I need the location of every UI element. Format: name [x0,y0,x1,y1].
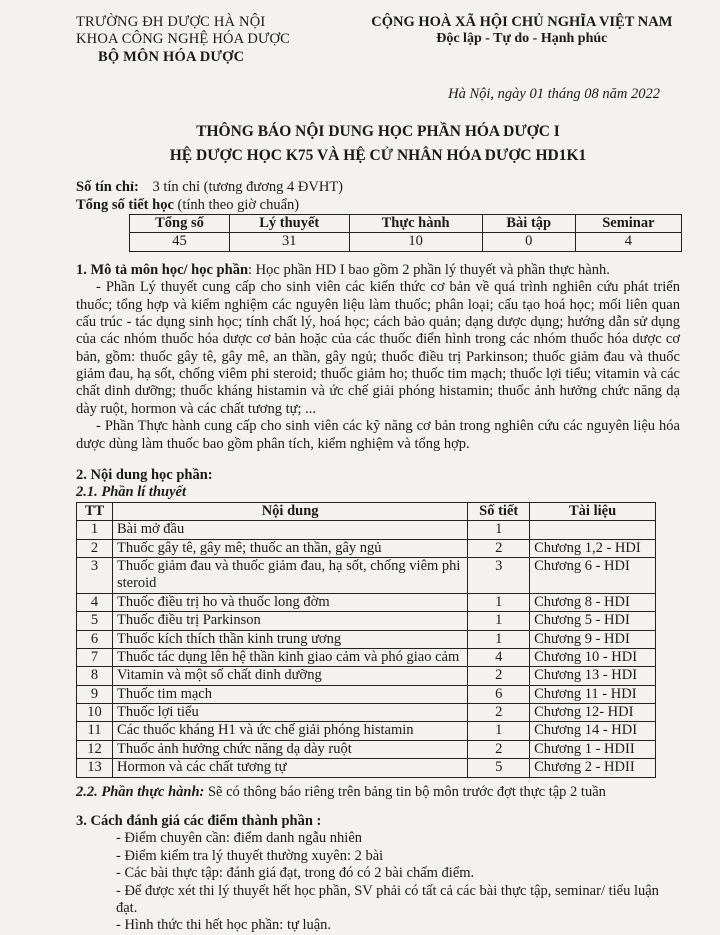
hours-value-cell: 4 [575,233,681,251]
content-cell: Các thuốc kháng H1 và ức chế giải phóng histamin [112,722,467,740]
hours-header-cell: Bài tập [482,214,575,232]
section-2-2 [76,784,680,801]
table-row [77,521,656,539]
row-number-cell: 8 [77,667,113,685]
list-item: - Điểm chuyên cần: điểm danh ngẫu nhiên [116,830,363,847]
periods-cell: 1 [468,612,530,630]
periods-cell: 2 [468,704,530,722]
content-cell: Thuốc tác dụng lên hệ thần kinh giao cảm và phó giao cảm [112,648,467,666]
hours-table-values [130,233,682,251]
table-row [77,722,656,740]
row-number-cell: 12 [77,740,113,758]
department-name: BỘ MÔN HÓA DƯỢC [98,48,245,65]
title-line-1: THÔNG BÁO NỘI DUNG HỌC PHẦN HÓA DƯỢC I [196,122,560,140]
section-1-intro-text: : Học phần HD I bao gồm 2 phần lý thuyết và phần thực hành. [248,261,610,278]
content-cell: Thuốc tim mạch [112,685,467,703]
content-cell: Thuốc gây tê, gây mê; thuốc an thần, gây ngủ [112,539,467,557]
list-item: - Điểm kiểm tra lý thuyết thường xuyên: 2 bài [116,847,384,864]
table-row [77,557,656,593]
periods-cell: 4 [468,648,530,666]
credits-line [76,179,680,196]
hours-header-cell: Lý thuyết [230,214,350,232]
row-number-cell: 3 [77,557,113,593]
hours-value-cell: 45 [130,233,230,251]
content-header-cell: Số tiết [468,502,530,520]
row-number-cell: 9 [77,685,113,703]
content-cell: Thuốc điều trị Parkinson [112,612,467,630]
section-1-intro [76,262,680,279]
hours-note: (tính theo giờ chuẩn) [177,196,300,213]
section-2-2-heading: 2.2. Phần thực hành: [76,783,205,800]
university-name: TRƯỜNG ĐH DƯỢC HÀ NỘI [76,14,266,30]
periods-cell: 1 [468,521,530,539]
content-header-cell: Tài liệu [530,502,656,520]
row-number-cell: 7 [77,648,113,666]
hours-table [129,214,682,252]
reference-cell: Chương 1 - HDII [530,740,656,758]
hours-label: Tổng số tiết học [76,196,174,213]
reference-cell: Chương 6 - HDI [530,557,656,593]
evaluation-list [116,830,680,934]
content-cell: Bài mở đầu [112,521,467,539]
national-motto: Độc lập - Tự do - Hạnh phúc [436,31,608,47]
hours-value-cell: 10 [349,233,482,251]
reference-cell: Chương 13 - HDI [530,667,656,685]
letterhead [76,14,680,66]
list-item: - Để được xét thi lý thuyết hết học phần, SV phải có tất cả các bài thực tập, seminar/ tiểu luận đạt. [116,882,659,916]
hours-value-cell: 31 [230,233,350,251]
table-row [77,740,656,758]
table-row [77,612,656,630]
reference-cell [530,521,656,539]
hours-table-header [130,214,682,232]
periods-cell: 1 [468,722,530,740]
row-number-cell: 10 [77,704,113,722]
reference-cell: Chương 10 - HDI [530,648,656,666]
reference-cell: Chương 14 - HDI [530,722,656,740]
content-cell: Vitamin và một số chất dinh dưỡng [112,667,467,685]
content-cell: Thuốc kích thích thần kinh trung ương [112,630,467,648]
institution-block [76,14,364,66]
reference-cell: Chương 9 - HDI [530,630,656,648]
table-row [77,630,656,648]
content-table [76,502,656,778]
content-cell: Thuốc lợi tiểu [112,704,467,722]
row-number-cell: 5 [77,612,113,630]
table-row [77,593,656,611]
periods-cell: 2 [468,539,530,557]
credits-value: 3 tín chỉ (tương đương 4 ĐVHT) [152,179,344,196]
content-table-header [77,502,656,520]
periods-cell: 1 [468,630,530,648]
periods-cell: 5 [468,759,530,777]
reference-cell: Chương 5 - HDI [530,612,656,630]
national-motto-block [364,14,680,66]
credits-label: Số tín chỉ: [76,179,139,196]
hours-value-cell: 0 [482,233,575,251]
section-2-1-heading: 2.1. Phần lí thuyết [76,484,186,501]
periods-cell: 6 [468,685,530,703]
row-number-cell: 2 [77,539,113,557]
reference-cell: Chương 1,2 - HDI [530,539,656,557]
list-item: - Các bài thực tập: đánh giá đạt, trong đó có 2 bài chấm điểm. [116,865,475,882]
periods-cell: 1 [468,593,530,611]
hours-header-cell: Thực hành [349,214,482,232]
section-1-theory-paragraph: - Phần Lý thuyết cung cấp cho sinh viên các kiến thức cơ bản về quá trình nghiên cứu phát triển thuốc; tổng hợp và kiểm nghiệm các nguyên liệu làm thuốc; phân loại; cấu tạo hoá học; mối liên quan cấu trúc - tác dụng sinh học; tính chất lý, hoá học; cách bảo quản; dạng dược dụng; hướng dẫn sử dụng của các nhóm thuốc hóa dược cơ bản hoặc của các thuốc điển hình trong các nhóm thuốc hóa dược cơ bản, gồm: thuốc gây tê, gây mê, an thần, gây ngủ; thuốc điều trị Parkinson; thuốc giảm đau và thuốc giảm đau, hạ sốt, chống viêm phi steroid; thuốc giảm ho; thuốc tim mạch; thuốc lợi tiểu; vitamin và các chất dinh dưỡng; thuốc kháng histamin và ức chế giải phóng histamin; thuốc ảnh hưởng chức năng dạ dày ruột, hormon và các chất tương tự; ... [76,279,680,417]
country-name: CỘNG HOÀ XÃ HỘI CHỦ NGHĨA VIỆT NAM [371,14,673,30]
row-number-cell: 1 [77,521,113,539]
section-3-heading: 3. Cách đánh giá các điểm thành phần : [76,813,322,830]
periods-cell: 3 [468,557,530,593]
title-line-2: HỆ DƯỢC HỌC K75 VÀ HỆ CỬ NHÂN HÓA DƯỢC HD1K1 [169,147,587,165]
content-cell: Thuốc ảnh hưởng chức năng dạ dày ruột [112,740,467,758]
section-1 [76,262,680,453]
table-row [77,685,656,703]
document-title [76,120,680,170]
content-cell: Thuốc điều trị ho và thuốc long đờm [112,593,467,611]
hours-header-cell: Seminar [575,214,681,232]
table-row [77,667,656,685]
row-number-cell: 13 [77,759,113,777]
row-number-cell: 11 [77,722,113,740]
hours-line [76,197,680,214]
section-1-heading: 1. Mô tả môn học/ học phần [76,261,249,278]
reference-cell: Chương 2 - HDII [530,759,656,777]
periods-cell: 2 [468,740,530,758]
reference-cell: Chương 11 - HDI [530,685,656,703]
table-row [77,704,656,722]
periods-cell: 2 [468,667,530,685]
reference-cell: Chương 8 - HDI [530,593,656,611]
reference-cell: Chương 12- HDI [530,704,656,722]
section-2-2-text: Sẽ có thông báo riêng trên bảng tin bộ môn trước đợt thực tập 2 tuần [204,783,606,800]
section-2-heading: 2. Nội dung học phần: [76,467,213,484]
content-header-cell: TT [77,502,113,520]
content-cell: Hormon và các chất tương tự [112,759,467,777]
content-header-cell: Nội dung [112,502,467,520]
hours-header-cell: Tổng số [130,214,230,232]
list-item: - Hình thức thi hết học phần: tự luận. [116,917,332,934]
document-date: Hà Nội, ngày 01 tháng 08 năm 2022 [448,86,660,103]
table-row [77,759,656,777]
faculty-name: KHOA CÔNG NGHỆ HÓA DƯỢC [76,31,291,48]
table-row [77,648,656,666]
row-number-cell: 6 [77,630,113,648]
table-row [77,539,656,557]
section-1-practice-paragraph: - Phần Thực hành cung cấp cho sinh viên các kỹ năng cơ bản trong nghiên cứu các nguyên liệu hóa dược dùng làm thuốc bao gồm phân tích, kiểm nghiệm và tổng hợp. [76,418,680,452]
content-cell: Thuốc giảm đau và thuốc giảm đau, hạ sốt, chống viêm phi steroid [112,557,467,593]
row-number-cell: 4 [77,593,113,611]
